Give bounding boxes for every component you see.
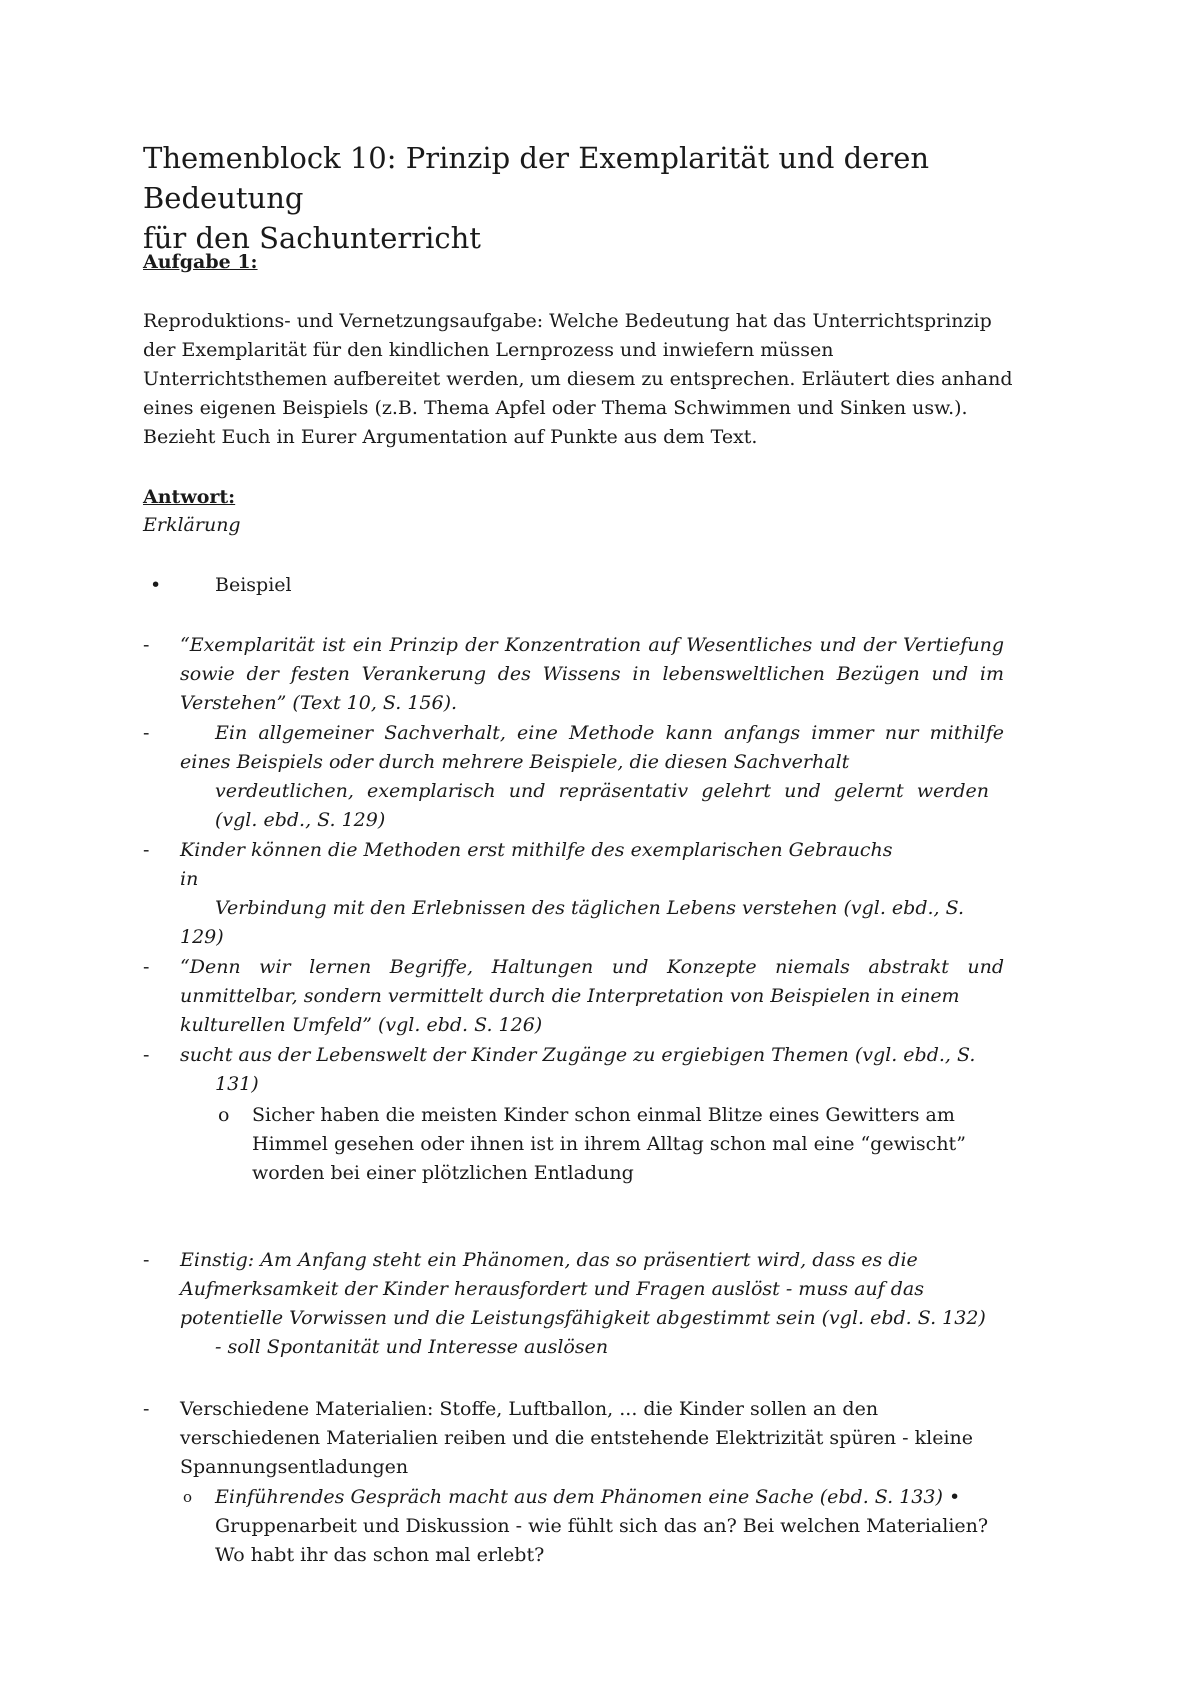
answer-heading: Antwort: — [143, 486, 236, 508]
item-3-line: in — [180, 868, 199, 890]
dash-marker: - — [143, 1249, 150, 1271]
task-line: Bezieht Euch in Eurer Argumentation auf Punkte aus dem Text. — [143, 426, 758, 448]
item-7-sub-line: Wo habt ihr das schon mal erlebt? — [215, 1544, 545, 1566]
item-7-sub-line — [215, 1483, 960, 1512]
dash-marker: - — [143, 956, 150, 978]
item-7-line: Spannungsentladungen — [180, 1456, 409, 1478]
item-4-line: kulturellen Umfeld” (vgl. ebd. S. 126) — [180, 1014, 543, 1036]
item-7-sub-line: Gruppenarbeit und Diskussion - wie fühlt sich das an? Bei welchen Materialien? — [215, 1515, 989, 1537]
item-2-line: (vgl. ebd., S. 129) — [215, 809, 386, 831]
item-7-line: verschiedenen Materialien reiben und die entstehende Elektrizität spüren - kleine — [180, 1427, 974, 1449]
bullet-label: Beispiel — [215, 574, 292, 596]
task-line: Unterrichtsthemen aufbereitet werden, um diesem zu entsprechen. Erläutert dies anhand — [143, 368, 1013, 390]
item-4-line: unmittelbar, sondern vermittelt durch die Interpretation von Beispielen in einem — [180, 985, 960, 1007]
bullet-marker: • — [150, 574, 162, 596]
item-2-line: verdeutlichen, exemplarisch und repräsentativ gelehrt und gelernt werden — [215, 780, 989, 802]
item-1-line: Verstehen” (Text 10, S. 156). — [180, 692, 458, 714]
item-3-line: Verbindung mit den Erlebnissen des täglichen Lebens verstehen (vgl. ebd., S. — [215, 897, 964, 919]
item-3-line: Kinder können die Methoden erst mithilfe des exemplarischen Gebrauchs — [180, 839, 893, 861]
item-5-sub-line: Himmel gesehen oder ihnen ist in ihrem Alltag schon mal eine “gewischt” — [252, 1133, 966, 1155]
item-7-sub-bullet: • — [948, 1486, 961, 1508]
item-4-line: “Denn wir lernen Begriffe, Haltungen und Konzepte niemals abstrakt und — [180, 956, 1004, 978]
task-description — [143, 307, 1043, 452]
item-1-line: “Exemplarität ist ein Prinzip der Konzentration auf Wesentliches und der Vertiefung — [180, 634, 1004, 656]
item-5-sub-line: worden bei einer plötzlichen Entladung — [252, 1162, 634, 1184]
dash-marker: - — [143, 1398, 150, 1420]
item-7-line: Verschiedene Materialien: Stoffe, Luftballon, ... die Kinder sollen an den — [180, 1398, 879, 1420]
item-6-line: Aufmerksamkeit der Kinder herausfordert und Fragen auslöst - muss auf das — [180, 1278, 924, 1300]
task-line: Reproduktions- und Vernetzungsaufgabe: Welche Bedeutung hat das Unterrichtsprinzip — [143, 310, 992, 332]
item-5-line: 131) — [215, 1073, 259, 1095]
item-3-line: 129) — [180, 926, 224, 948]
item-5-sub-line: Sicher haben die meisten Kinder schon einmal Blitze eines Gewitters am — [252, 1104, 955, 1126]
circle-marker: o — [218, 1104, 230, 1126]
item-6-line: Einstig: Am Anfang steht ein Phänomen, das so präsentiert wird, dass es die — [180, 1249, 918, 1271]
dash-marker: - — [143, 839, 150, 861]
item-6-line: potentielle Vorwissen und die Leistungsfähigkeit abgestimmt sein (vgl. ebd. S. 132) — [180, 1307, 986, 1329]
circle-marker: o — [183, 1488, 193, 1506]
title-line-2: für den Sachunterricht — [143, 221, 481, 255]
item-7-sub-italic: Einführendes Gespräch macht aus dem Phänomen eine Sache (ebd. S. 133) — [215, 1486, 943, 1508]
answer-subheading: Erklärung — [143, 514, 241, 536]
dash-marker: - — [143, 634, 150, 656]
item-5-line: sucht aus der Lebenswelt der Kinder Zugänge zu ergiebigen Themen (vgl. ebd., S. — [180, 1044, 976, 1066]
item-6-line: - soll Spontanität und Interesse auslösen — [215, 1336, 609, 1358]
page-title — [143, 138, 1043, 258]
item-2-line: eines Beispiels oder durch mehrere Beispiele, die diesen Sachverhalt — [180, 751, 850, 773]
dash-marker: - — [143, 1044, 150, 1066]
dash-marker: - — [143, 722, 150, 744]
item-1-line: sowie der festen Verankerung des Wissens in lebensweltlichen Bezügen und im — [180, 663, 1004, 685]
task-line: der Exemplarität für den kindlichen Lernprozess und inwiefern müssen — [143, 339, 834, 361]
title-line-1: Themenblock 10: Prinzip der Exemplarität und deren Bedeutung — [143, 141, 930, 215]
task-heading: Aufgabe 1: — [143, 251, 258, 273]
item-2-line: Ein allgemeiner Sachverhalt, eine Methode kann anfangs immer nur mithilfe — [215, 722, 1004, 744]
task-line: eines eigenen Beispiels (z.B. Thema Apfel oder Thema Schwimmen und Sinken usw.). — [143, 397, 968, 419]
